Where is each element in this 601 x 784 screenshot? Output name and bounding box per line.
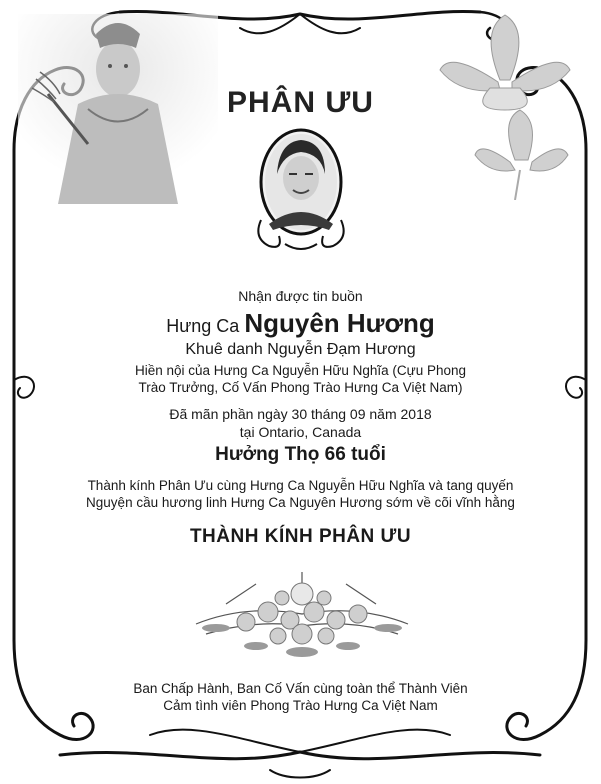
condolence-line-2: Nguyện cầu hương linh Hưng Ca Nguyên Hương sớm về cõi vĩnh hằng — [86, 495, 515, 510]
deceased-name: Nguyên Hương — [244, 308, 435, 338]
signature-line-1: Ban Chấp Hành, Ban Cố Vấn cùng toàn thể Thành Viên — [133, 681, 468, 696]
intro-text: Nhận được tin buồn — [238, 288, 363, 304]
page-title: PHÂN ƯU — [227, 86, 374, 119]
passed-date: Đã mãn phần ngày 30 tháng 09 năm 2018 — [169, 406, 432, 422]
relation-line-2: Trào Trưởng, Cố Vấn Phong Trào Hưng Ca Việt Nam) — [138, 380, 463, 395]
condolence-line-1: Thành kính Phân Ưu cùng Hưng Ca Nguyễn Hữu Nghĩa và tang quyến — [87, 478, 514, 493]
signature-line-2: Cảm tình viên Phong Trào Hưng Ca Việt Nam — [163, 698, 438, 713]
deceased-name-line — [0, 308, 601, 339]
maiden-name: Khuê danh Nguyễn Đạm Hương — [185, 341, 416, 358]
passed-place: tại Ontario, Canada — [239, 424, 362, 440]
portrait-photo — [255, 124, 347, 252]
name-prefix: Hưng Ca — [166, 316, 240, 336]
closing-heading: THÀNH KÍNH PHÂN ƯU — [189, 526, 412, 547]
relation-line-1: Hiền nội của Hưng Ca Nguyễn Hữu Nghĩa (Cựu Phong — [134, 363, 467, 378]
flower-arrangement-image — [186, 564, 418, 662]
age-line: Hưởng Thọ 66 tuổi — [215, 444, 386, 465]
